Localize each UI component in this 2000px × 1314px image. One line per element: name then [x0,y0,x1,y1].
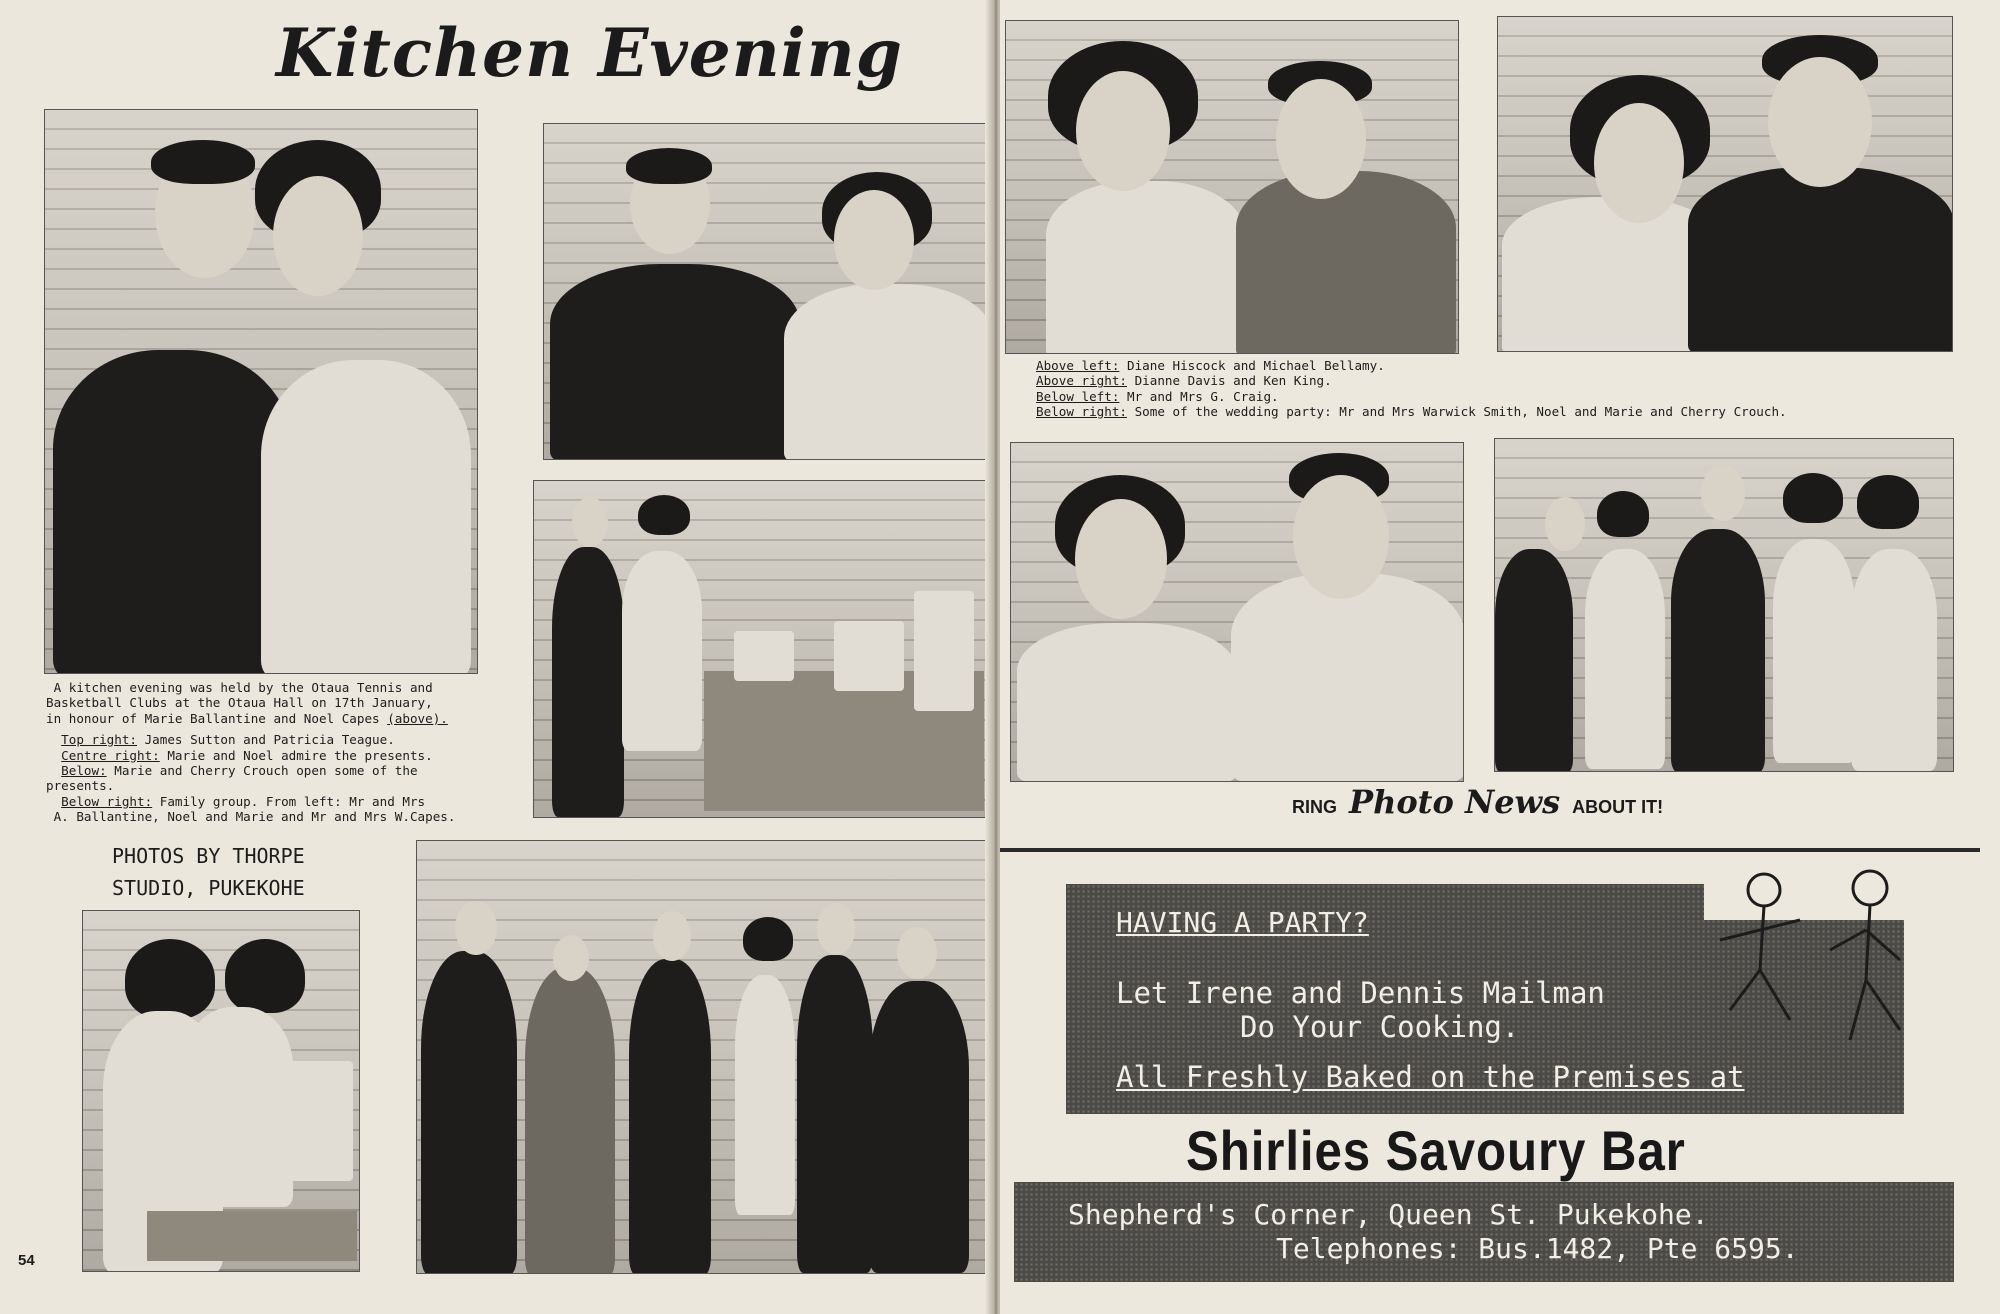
photo-opening-presents [82,910,360,1272]
photo-diane-michael [1005,20,1459,354]
caption-line: Above left: Diane Hiscock and Michael Bellamy. [1036,358,1385,373]
page-number: 54 [18,1252,35,1269]
photo-couple-main [44,109,478,674]
photo-wedding-party [1494,438,1954,772]
photo-family-group [416,840,990,1274]
right-captions [1036,358,1787,420]
caption-line: Centre right: Marie and Noel admire the presents. [61,747,433,763]
advert-address-panel [1014,1182,1954,1282]
left-page [0,0,990,1314]
caption-line: Below left: Mr and Mrs G. Craig. [1036,388,1279,404]
divider-rule [1000,848,1980,852]
photo-presents [533,480,990,818]
caption-line: A kitchen evening was held by the Otaua Tennis and [53,680,433,695]
caption-ref: (above). [387,710,448,726]
page-title: Kitchen Evening [276,14,903,92]
caption-line: in honour of Marie Ballantine and Noel Capes (above). [46,710,448,726]
caption-line: Below right: Family group. From left: Mr and Mrs [61,793,426,809]
advert-line: Do Your Cooking. [1240,1010,1520,1044]
caption-line: Top right: James Sutton and Patricia Teague. [61,732,395,748]
main-caption [46,680,455,825]
photo-credit [112,840,305,904]
advert-telephones: Telephones: Bus.1482, Pte 6595. [1276,1232,1799,1265]
caption-line: Below: Marie and Cherry Crouch open some of the [61,763,418,779]
advert-headline: HAVING A PARTY? [1116,906,1369,939]
advert-line: All Freshly Baked on the Premises at [1116,1060,1745,1094]
caption-line: Below right: Some of the wedding party: Mr and Mrs Warwick Smith, Noel and Marie and Cherry Crouch. [1036,404,1787,420]
advert-line: Let Irene and Dennis Mailman [1116,976,1605,1010]
photo-mr-mrs-craig [1010,442,1464,782]
caption-line: Basketball Clubs at the Otaua Hall on 17th January, [46,695,433,711]
credit-line: STUDIO, PUKEKOHE [112,876,305,900]
photo-dianne-ken [1497,16,1953,352]
caption-line: A. Ballantine, Noel and Marie and Mr and Mrs W.Capes. [53,809,456,825]
shop-name: Shirlies Savoury Bar [1186,1119,1686,1182]
photo-james-patricia [543,123,995,460]
caption-line: presents. [46,778,115,794]
dancing-figures-icon [1700,860,1920,1100]
advert-address: Shepherd's Corner, Queen St. Pukekohe. [1068,1198,1709,1231]
right-page [1000,0,2000,1314]
credit-line: PHOTOS BY THORPE [112,844,305,868]
caption-line: Above right: Dianne Davis and Ken King. [1036,373,1332,389]
ring-photo-news: RING Photo News ABOUT IT! [1292,783,1664,821]
photo-news-logo: Photo News [1349,783,1561,821]
